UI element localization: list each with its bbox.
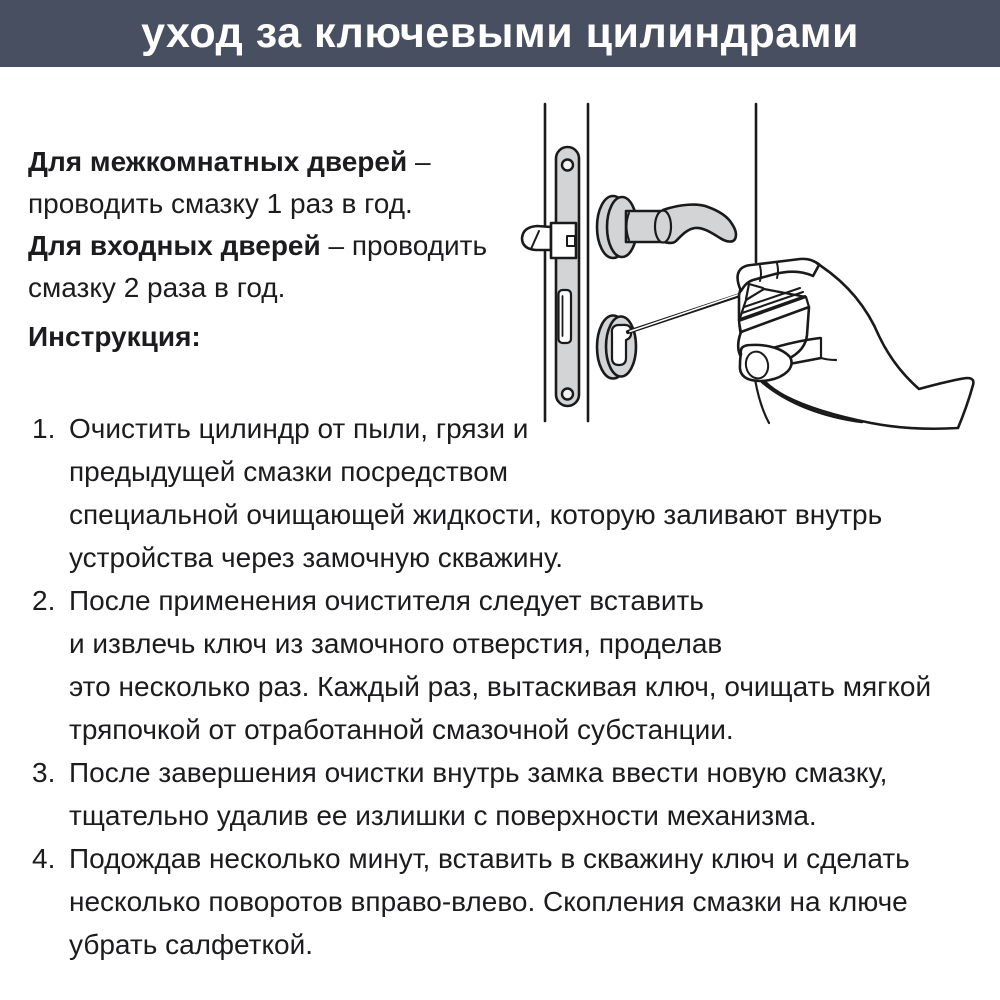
step-number: 2. (32, 585, 56, 616)
intro-line: проводить смазку 1 раз в год. (28, 188, 413, 219)
step-text (69, 837, 910, 966)
intro-line (28, 225, 487, 267)
step-text (69, 579, 931, 751)
instruction-list (32, 407, 931, 966)
door-handle (597, 196, 736, 258)
step-line: После применения очистителя следует вставить (69, 585, 704, 616)
step-text (69, 751, 887, 837)
step-line: После завершения очистки внутрь замка ввести новую смазку, (69, 757, 888, 788)
instruction-heading: Инструкция: (28, 321, 201, 352)
page-title: уход за ключевыми цилиндрами (141, 9, 859, 57)
screw-icon (562, 160, 573, 171)
step-line: несколько поворотов вправо-влево. Скопления смазки на ключе (69, 886, 908, 917)
spray-straw (628, 292, 746, 332)
intro-bold-text: Для межкомнатных дверей (28, 146, 408, 177)
intro-line: смазку 2 раза в год. (28, 272, 286, 303)
step-line: предыдущей смазки посредством (69, 456, 509, 487)
cylinder-slot (559, 290, 572, 343)
intro-regular-text: – проводить (320, 230, 488, 261)
intro-line (28, 141, 487, 183)
step-line: Подождав несколько минут, вставить в скважину ключ и сделать (69, 843, 910, 874)
handle-lever (663, 205, 736, 243)
screw-icon (562, 389, 573, 400)
step-line: и извлечь ключ из замочного отверстия, проделав (69, 628, 723, 659)
step-line: Очистить цилиндр от пыли, грязи и (69, 413, 529, 444)
intro-bold-text: Для входных дверей (28, 230, 321, 261)
list-item (32, 837, 931, 966)
step-line: устройства через замочную скважину. (69, 542, 563, 573)
step-line: убрать салфеткой. (69, 929, 314, 960)
lock-lubrication-illustration (505, 95, 1000, 435)
keyhole-escutcheon (597, 316, 636, 379)
mortise-lock (522, 147, 579, 406)
step-number: 3. (32, 757, 56, 788)
intro-text (28, 141, 487, 309)
list-item (32, 579, 931, 751)
intro-regular-text: – (407, 146, 431, 177)
step-line: специальной очищающей жидкости, которую заливают внутрь (69, 499, 883, 530)
step-line: тщательно удалив ее излишки с поверхности механизма. (69, 800, 817, 831)
list-item (32, 751, 931, 837)
page-header (0, 0, 1000, 67)
step-number: 4. (32, 843, 56, 874)
step-line: тряпочкой от отработанной смазочной субстанции. (69, 714, 734, 745)
step-line: это несколько раз. Каждый раз, вытаскивая ключ, очищать мягкой (69, 671, 932, 702)
step-number: 1. (32, 413, 56, 444)
